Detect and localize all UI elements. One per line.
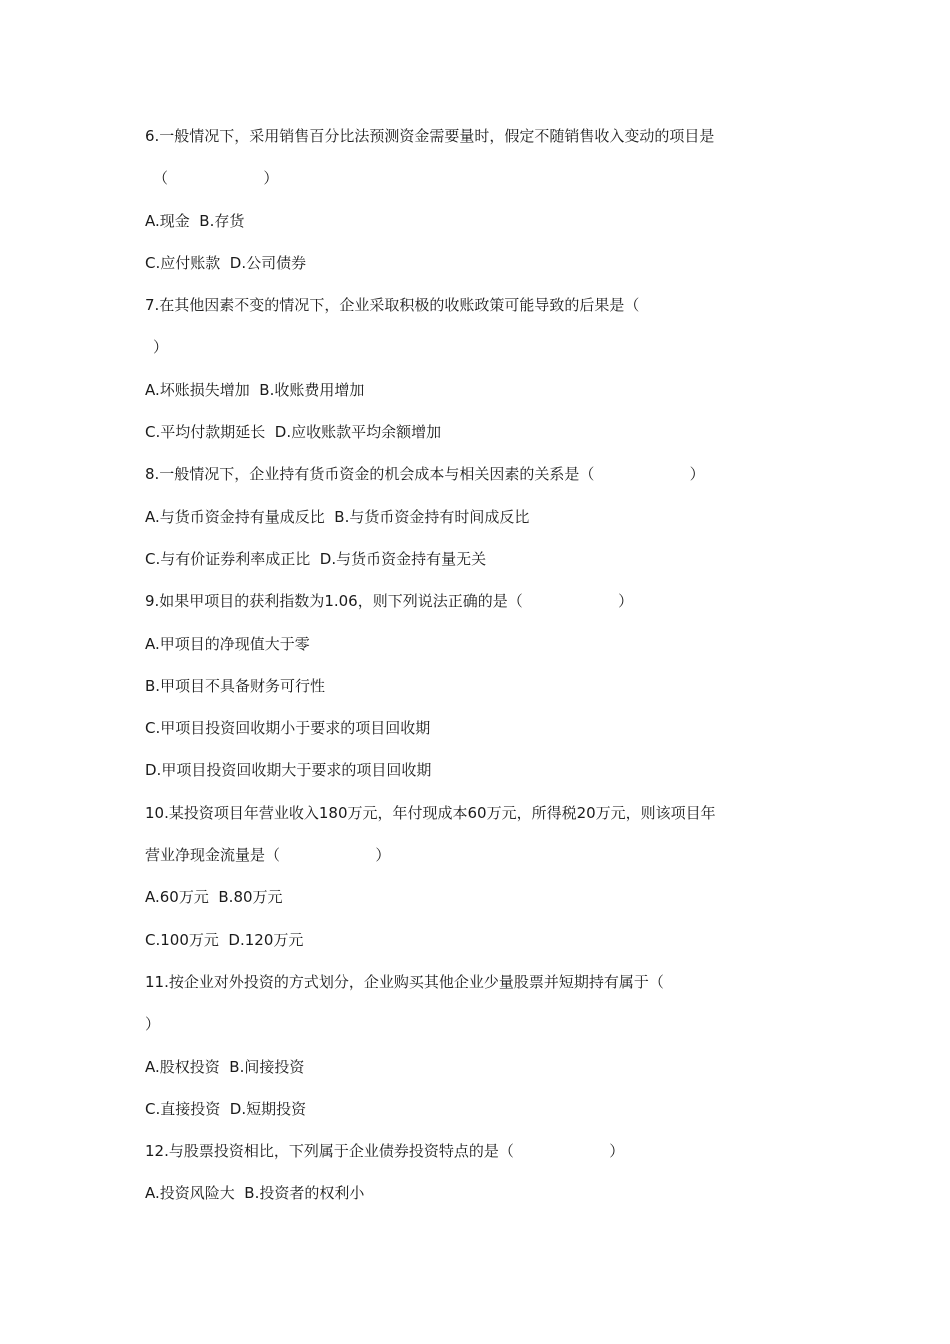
question-12-options-ab: A.投资风险大 B.投资者的权利小 <box>145 1184 365 1203</box>
question-8-stem: 8.一般情况下，企业持有货币资金的机会成本与相关因素的关系是（ ） <box>145 465 705 484</box>
question-9-option-d: D.甲项目投资回收期大于要求的项目回收期 <box>145 761 432 780</box>
question-7-options-cd: C.平均付款期延长 D.应收账款平均余额增加 <box>145 423 442 442</box>
question-6-options-ab: A.现金 B.存货 <box>145 211 245 230</box>
question-11-answer-blank: ） <box>145 1015 161 1034</box>
question-10-options-ab: A.60万元 B.80万元 <box>145 888 283 907</box>
question-10-options-cd: C.100万元 D.120万元 <box>145 930 304 949</box>
question-9-option-c: C.甲项目投资回收期小于要求的项目回收期 <box>145 719 431 738</box>
document-body <box>145 126 815 1226</box>
question-9-stem: 9.如果甲项目的获利指数为1.06，则下列说法正确的是（ ） <box>145 592 634 611</box>
question-10-stem: 10.某投资项目年营业收入180万元，年付现成本60万元，所得税20万元，则该项目年 <box>145 803 716 822</box>
question-6-stem: 6.一般情况下，采用销售百分比法预测资金需要量时，假定不随销售收入变动的项目是 <box>145 127 715 145</box>
question-11-options-cd: C.直接投资 D.短期投资 <box>145 1099 307 1118</box>
question-11-options-ab: A.股权投资 B.间接投资 <box>145 1057 305 1076</box>
question-7-answer-blank: ） <box>153 338 169 357</box>
question-7-stem: 7.在其他因素不变的情况下，企业采取积极的收账政策可能导致的后果是（ <box>145 296 640 315</box>
question-11-stem: 11.按企业对外投资的方式划分，企业购买其他企业少量股票并短期持有属于（ <box>145 972 664 991</box>
question-9-option-a: A.甲项目的净现值大于零 <box>145 634 310 653</box>
question-8-options-ab: A.与货币资金持有量成反比 B.与货币资金持有时间成反比 <box>145 507 530 526</box>
question-6-options-cd: C.应付账款 D.公司债券 <box>145 253 307 272</box>
question-9-option-b: B.甲项目不具备财务可行性 <box>145 676 326 695</box>
question-7-options-ab: A.坏账损失增加 B.收账费用增加 <box>145 380 365 399</box>
question-8-options-cd: C.与有价证券利率成正比 D.与货币资金持有量无关 <box>145 549 487 568</box>
question-12-stem: 12.与股票投资相比，下列属于企业债券投资特点的是（ ） <box>145 1142 625 1161</box>
question-10-stem-continued: 营业净现金流量是（ ） <box>145 846 391 865</box>
question-6-answer-blank: （ ） <box>153 169 279 188</box>
